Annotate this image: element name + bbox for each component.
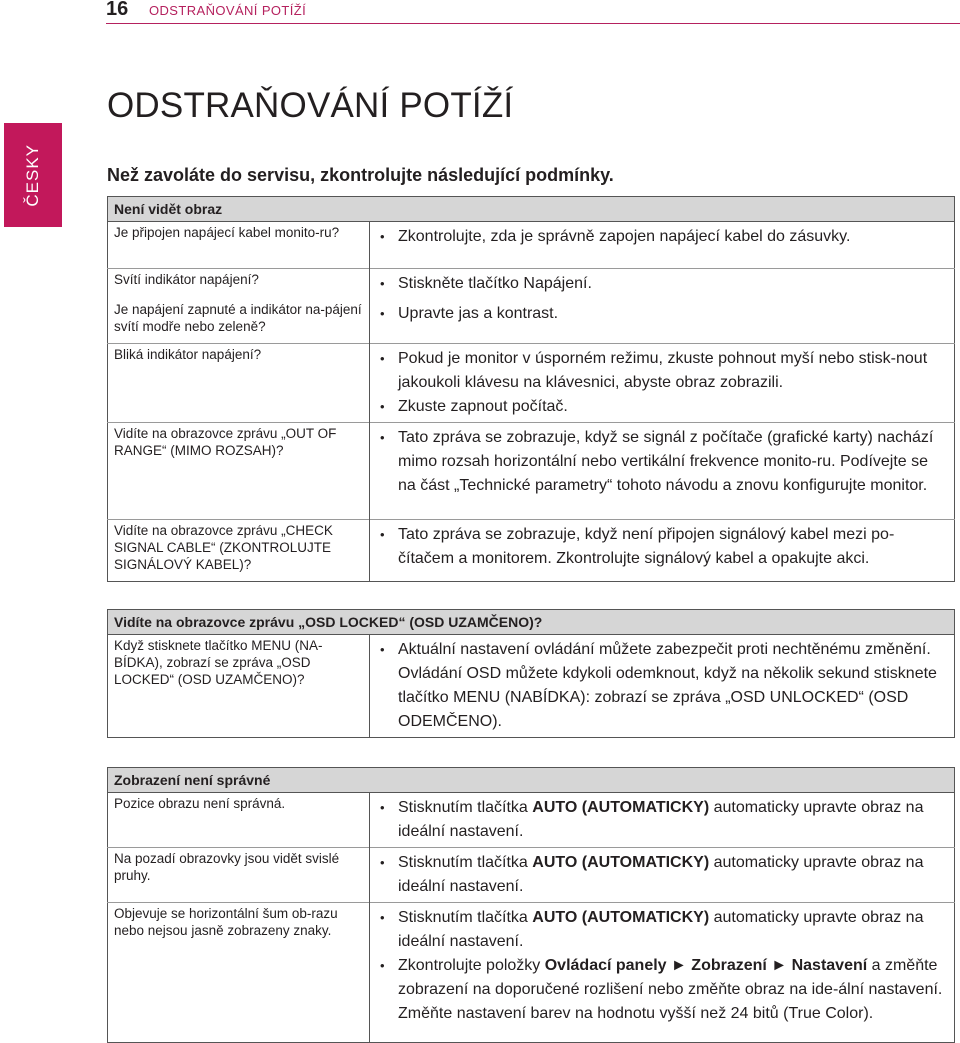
- answer-bullet: [380, 638, 948, 734]
- answer-bullet: [380, 272, 948, 296]
- answer-list: [380, 302, 948, 326]
- table-question: Vidíte na obrazovce zprávu „OUT OF RANGE“ (MIMO ROZSAH)?: [108, 422, 370, 519]
- answer-bullet: [380, 851, 948, 899]
- table-question: Bliká indikátor napájení?: [108, 343, 370, 422]
- answer-text: automaticky upravte obraz na ideální nastavení.: [398, 799, 924, 840]
- table-question: Je napájení zapnuté a indikátor na-pájení svítí modře nebo zeleně?: [108, 299, 370, 343]
- table-answer: [370, 269, 955, 300]
- answer-bullet: [380, 426, 948, 498]
- table-answer: [370, 519, 955, 581]
- table-question: Je připojen napájecí kabel monito-ru?: [108, 222, 370, 269]
- bullet-icon: •: [380, 276, 385, 291]
- page-title: ODSTRAŇOVÁNÍ POTÍŽÍ: [107, 86, 514, 125]
- answer-bullet: [380, 225, 948, 249]
- table-answer: [370, 343, 955, 422]
- table-heading: Není vidět obraz: [108, 197, 955, 222]
- answer-text: Stisknutím tlačítka: [398, 854, 533, 871]
- troubleshoot-table-no-picture: [107, 196, 955, 582]
- bullet-icon: •: [380, 398, 385, 414]
- bullet-icon: •: [380, 958, 385, 973]
- answer-text: Stiskněte tlačítko Napájení.: [398, 275, 592, 292]
- answer-bullet: [380, 796, 948, 844]
- table-answer: [370, 793, 955, 848]
- bullet-icon: •: [380, 800, 385, 815]
- bullet-icon: •: [380, 306, 385, 321]
- page-header: [0, 0, 960, 24]
- answer-text: Upravte jas a kontrast.: [398, 305, 559, 322]
- bullet-icon: •: [380, 350, 385, 366]
- answer-list: [380, 638, 948, 734]
- table-answer: [370, 848, 955, 903]
- table-answer: [370, 903, 955, 1043]
- bullet-icon: •: [380, 642, 385, 657]
- table-heading: Zobrazení není správné: [108, 768, 955, 793]
- answer-text: a změňte zobrazení na doporučené rozlišení nebo změňte obraz na ide-ální nastavení. Změňte nastavení barev na hodnotu vyšší než 24 bitů (True Color).: [398, 957, 943, 1022]
- header-rule: [106, 23, 960, 24]
- table-question: Když stisknete tlačítko MENU (NA-BÍDKA), zobrazí se zpráva „OSD LOCKED“ (OSD UZAMČENO)?: [108, 635, 370, 738]
- table-question: Na pozadí obrazovky jsou vidět svislé pruhy.: [108, 848, 370, 903]
- answer-list: [380, 796, 948, 844]
- answer-text-bold: AUTO (AUTOMATICKY): [532, 799, 710, 816]
- answer-text: Zkontrolujte položky: [398, 957, 545, 974]
- table-answer: [370, 635, 955, 738]
- table-question: Vidíte na obrazovce zprávu „CHECK SIGNAL CABLE“ (ZKONTROLUJTE SIGNÁLOVÝ KABEL)?: [108, 519, 370, 581]
- bullet-icon: •: [380, 429, 385, 445]
- answer-list: [380, 426, 948, 498]
- answer-text: Pokud je monitor v úsporném režimu, zkuste pohnout myší nebo stisk-nout jakoukoli klávesu na klávesnici, abyste obraz zobrazili.: [398, 349, 928, 391]
- answer-text-bold: Ovládací panely ► Zobrazení ► Nastavení: [544, 957, 868, 974]
- troubleshoot-table-display-incorrect: [107, 767, 955, 1043]
- table-question: Svítí indikátor napájení?: [108, 269, 370, 300]
- answer-bullet: [380, 395, 948, 419]
- troubleshoot-table-osd-locked: [107, 609, 955, 738]
- language-tab-label: ČESKY: [23, 143, 42, 207]
- table-answer: [370, 299, 955, 343]
- answer-bullet: [380, 954, 948, 1026]
- answer-text: Tato zpráva se zobrazuje, když se signál z počítače (grafické karty) nachází mimo rozsah horizontální nebo vertikální frekvence monito-ru. Podívejte se na část „Technické parametry“ tohoto návodu a znovu konfigurujte monitor.: [398, 428, 934, 494]
- answer-bullet: [380, 906, 948, 954]
- table-question: Pozice obrazu není správná.: [108, 793, 370, 848]
- answer-text-bold: AUTO (AUTOMATICKY): [532, 854, 710, 871]
- answer-bullet: [380, 523, 948, 571]
- answer-text: automaticky upravte obraz na ideální nastavení.: [398, 854, 924, 895]
- answer-text: Zkuste zapnout počítač.: [398, 397, 568, 415]
- answer-bullet: [380, 302, 948, 326]
- answer-bullet: [380, 347, 948, 395]
- answer-text-bold: AUTO (AUTOMATICKY): [532, 909, 710, 926]
- answer-text: Stisknutím tlačítka: [398, 909, 533, 926]
- table-heading: Vidíte na obrazovce zprávu „OSD LOCKED“ (OSD UZAMČENO)?: [108, 610, 955, 635]
- answer-text: automaticky upravte obraz na ideální nastavení.: [398, 909, 924, 950]
- bullet-icon: •: [380, 855, 385, 870]
- answer-list: [380, 347, 948, 419]
- running-header-title: ODSTRAŇOVÁNÍ POTÍŽÍ: [149, 3, 307, 18]
- answer-text: Tato zpráva se zobrazuje, když není připojen signálový kabel mezi po-čítačem a monitorem. Zkontrolujte signálový kabel a opakujte akci.: [398, 525, 895, 567]
- answer-text: Aktuální nastavení ovládání můžete zabezpečit proti nechtěnému změnění. Ovládání OSD můžete kdykoli odemknout, když na několik sekund stisknete tlačítko MENU (NABÍDKA): zobrazí se zpráva „OSD UNLOCKED“ (OSD ODEMČENO).: [398, 641, 937, 730]
- table-answer: [370, 422, 955, 519]
- answer-list: [380, 225, 948, 249]
- page-subtitle: Než zavoláte do servisu, zkontrolujte následující podmínky.: [107, 165, 614, 185]
- bullet-icon: •: [380, 526, 385, 542]
- page-number: 16: [106, 0, 129, 20]
- language-tab: [4, 123, 62, 227]
- answer-text: Stisknutím tlačítka: [398, 799, 533, 816]
- bullet-icon: •: [380, 910, 385, 925]
- table-question: Objevuje se horizontální šum ob-razu nebo nejsou jasně zobrazeny znaky.: [108, 903, 370, 1043]
- answer-list: [380, 851, 948, 899]
- answer-list: [380, 272, 948, 296]
- table-answer: [370, 222, 955, 269]
- answer-list: [380, 523, 948, 571]
- bullet-icon: •: [380, 229, 385, 244]
- answer-list: [380, 906, 948, 1026]
- answer-text: Zkontrolujte, zda je správně zapojen napájecí kabel do zásuvky.: [398, 228, 851, 245]
